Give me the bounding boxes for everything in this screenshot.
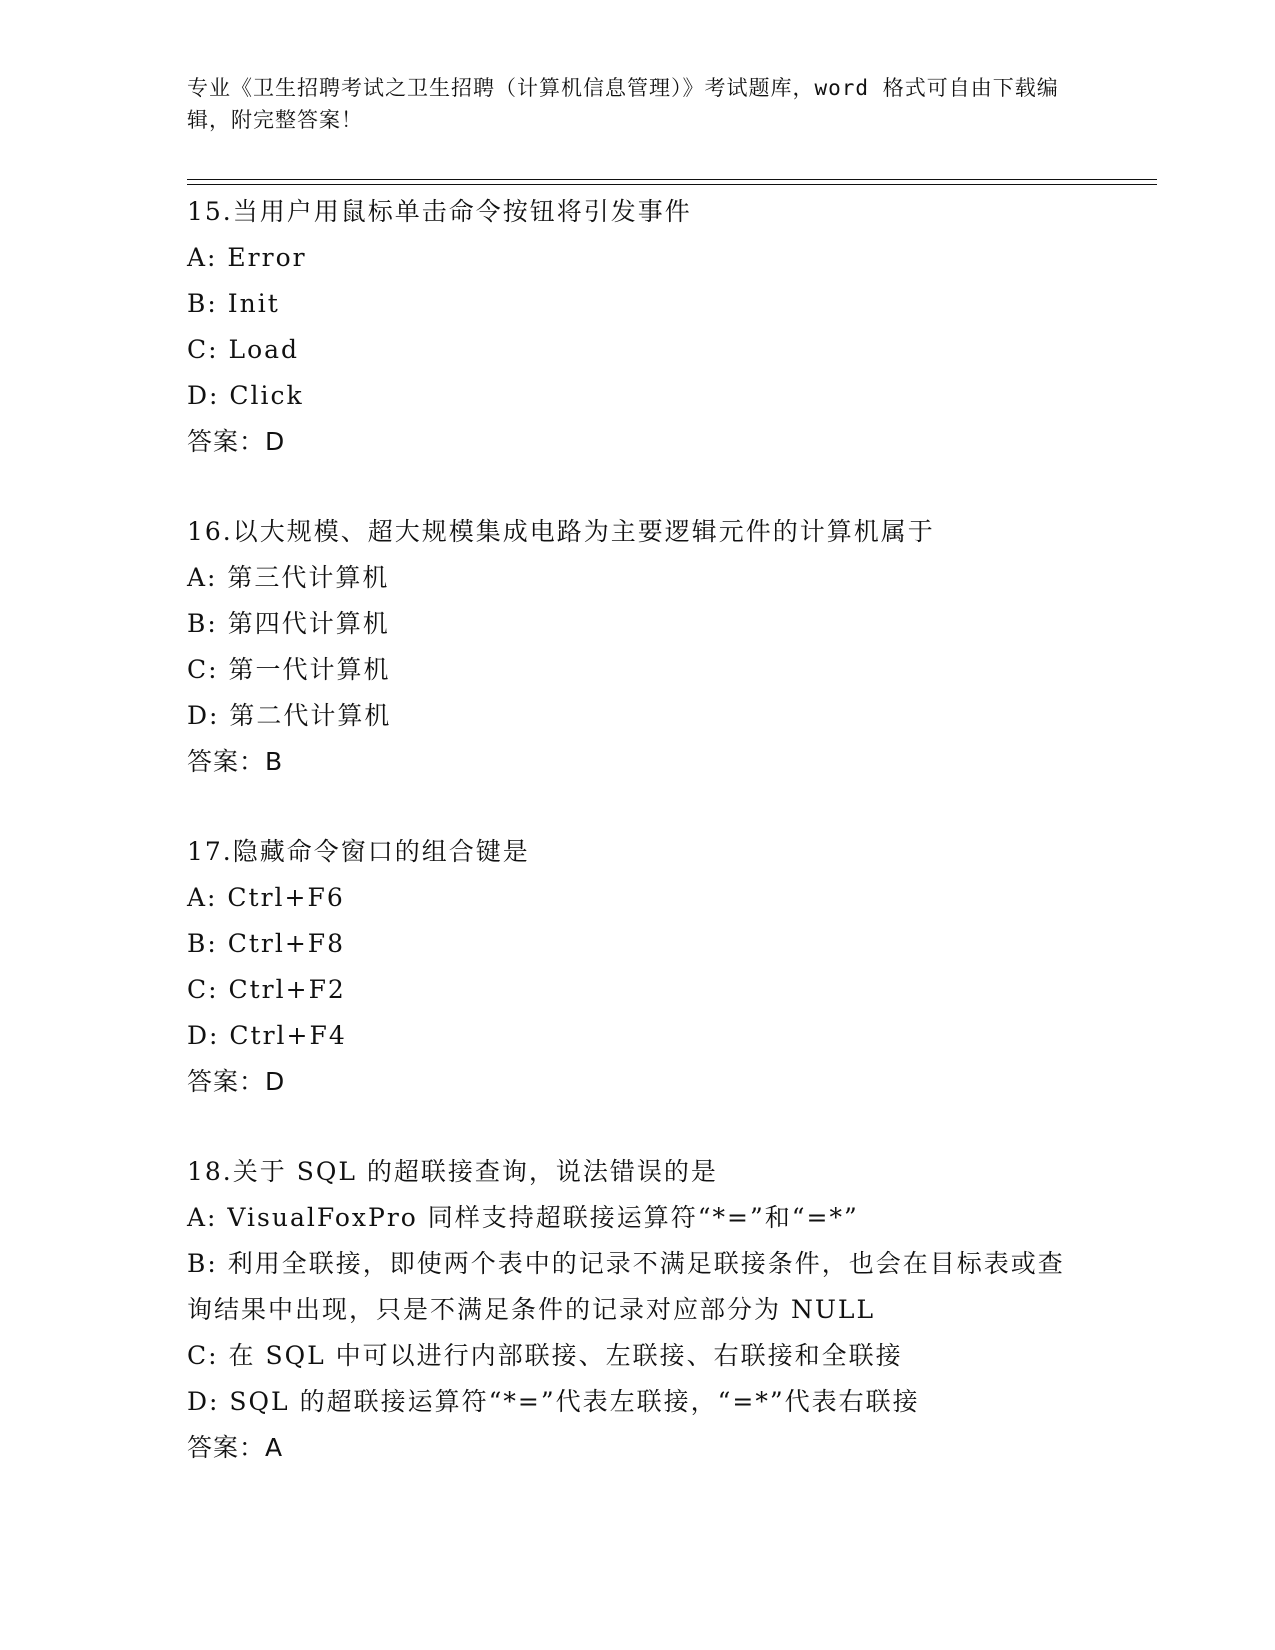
option-d: D: Click bbox=[187, 381, 304, 410]
header-divider-top bbox=[187, 179, 1157, 180]
option-c: C: Ctrl+F2 bbox=[187, 975, 346, 1004]
option-b: B: 利用全联接，即使两个表中的记录不满足联接条件，也会在目标表或查询结果中出现，只是不满足条件的记录对应部分为 NULL bbox=[187, 1249, 1065, 1324]
option-c: C: Load bbox=[187, 335, 300, 364]
answer: 答案：D bbox=[187, 427, 286, 456]
option-d: D: Ctrl+F4 bbox=[187, 1021, 347, 1050]
option-a: A: Ctrl+F6 bbox=[187, 883, 345, 912]
option-d: D: SQL 的超联接运算符“*=”代表左联接，“=*”代表右联接 bbox=[187, 1387, 920, 1416]
question-stem: 15.当用户用鼠标单击命令按钮将引发事件 bbox=[187, 197, 692, 226]
answer: 答案：B bbox=[187, 747, 284, 776]
question-15 bbox=[187, 189, 1087, 465]
option-a: A: VisualFoxPro 同样支持超联接运算符“*=”和“=*” bbox=[187, 1203, 859, 1232]
option-b: B: Init bbox=[187, 289, 280, 318]
option-b: B: 第四代计算机 bbox=[187, 609, 390, 638]
answer: 答案：D bbox=[187, 1067, 286, 1096]
question-16 bbox=[187, 509, 1087, 785]
document-header: 专业《卫生招聘考试之卫生招聘（计算机信息管理）》考试题库，word 格式可自由下载编辑，附完整答案！ bbox=[187, 76, 1059, 132]
option-c: C: 在 SQL 中可以进行内部联接、左联接、右联接和全联接 bbox=[187, 1341, 903, 1370]
header-divider-bottom bbox=[187, 184, 1157, 185]
option-b: B: Ctrl+F8 bbox=[187, 929, 346, 958]
option-d: D: 第二代计算机 bbox=[187, 701, 392, 730]
question-17 bbox=[187, 829, 1087, 1105]
option-a: A: Error bbox=[187, 243, 307, 272]
question-18 bbox=[187, 1149, 1087, 1471]
question-stem: 18.关于 SQL 的超联接查询，说法错误的是 bbox=[187, 1157, 718, 1186]
answer: 答案：A bbox=[187, 1433, 284, 1462]
option-a: A: 第三代计算机 bbox=[187, 563, 390, 592]
question-stem: 16.以大规模、超大规模集成电路为主要逻辑元件的计算机属于 bbox=[187, 517, 935, 546]
option-c: C: 第一代计算机 bbox=[187, 655, 391, 684]
question-stem: 17.隐藏命令窗口的组合键是 bbox=[187, 837, 530, 866]
